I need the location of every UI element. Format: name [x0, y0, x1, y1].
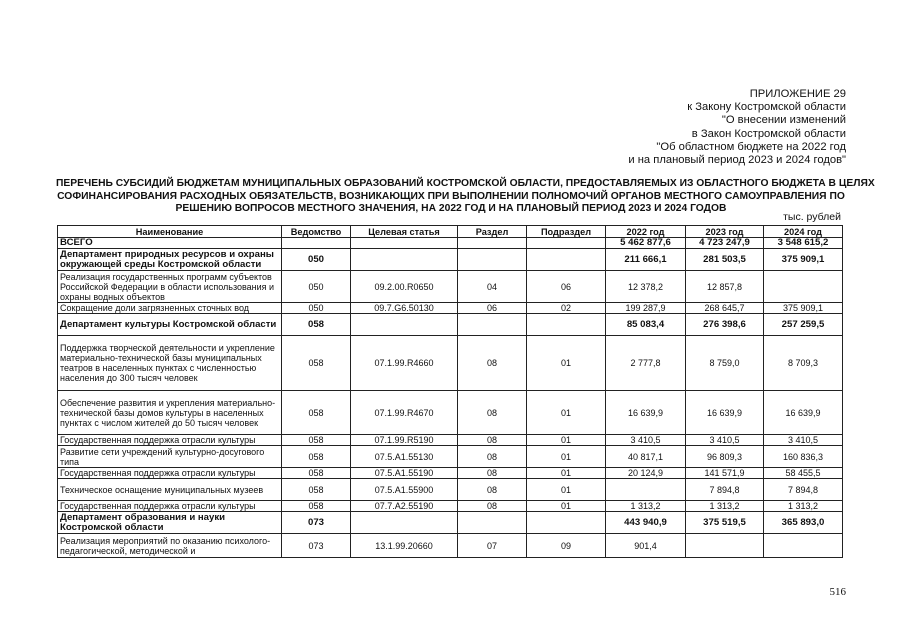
row-name: Реализация государственных программ субъектов Российской Федерации в области использования и охраны водных объектов: [58, 271, 282, 303]
row-department: 058: [282, 501, 351, 512]
row-target-article: 07.5.A1.55130: [351, 446, 458, 468]
title-line: РЕШЕНИЮ ВОПРОСОВ МЕСТНОГО ЗНАЧЕНИЯ, НА 2022 ГОД И НА ПЛАНОВЫЙ ПЕРИОД 2023 И 2024 ГОДОВ: [175, 203, 727, 215]
row-subsection: 01: [527, 446, 606, 468]
department-row: [58, 512, 843, 534]
row-2024: 365 893,0: [764, 512, 843, 534]
row-department: 058: [282, 468, 351, 479]
appendix-line: в Закон Костромской области: [691, 127, 846, 140]
row-2022: [606, 479, 686, 501]
appendix-line: "О внесении изменений: [721, 114, 846, 127]
row-section: 08: [458, 479, 527, 501]
row-2024: [764, 271, 843, 303]
total-2022: 5 462 877,6: [606, 238, 686, 249]
department-row: [58, 249, 843, 271]
row-name: Реализация мероприятий по оказанию психолого-педагогической, методической и: [58, 534, 282, 558]
row-subsection: 01: [527, 479, 606, 501]
row-department: 058: [282, 435, 351, 446]
row-2022: 20 124,9: [606, 468, 686, 479]
row-2023: [686, 534, 764, 558]
row-2024: 375 909,1: [764, 249, 843, 271]
row-target-article: 13.1.99.20660: [351, 534, 458, 558]
row-department: 058: [282, 479, 351, 501]
table-row: [58, 303, 843, 314]
row-target-article: 07.5.A1.55900: [351, 479, 458, 501]
row-subsection: 01: [527, 468, 606, 479]
total-empty-cell: [351, 238, 458, 249]
row-name: Департамент культуры Костромской области: [58, 314, 282, 336]
row-target-article: 07.1.99.R4660: [351, 336, 458, 391]
row-target-article: 07.5.A1.55190: [351, 468, 458, 479]
table-row: [58, 446, 843, 468]
row-section: 04: [458, 271, 527, 303]
row-2022: 3 410,5: [606, 435, 686, 446]
header-department: Ведомство: [282, 226, 351, 238]
row-2022: 85 083,4: [606, 314, 686, 336]
row-2023: 3 410,5: [686, 435, 764, 446]
row-2023: 141 571,9: [686, 468, 764, 479]
row-2022: 443 940,9: [606, 512, 686, 534]
row-target-article: 09.2.00.R0650: [351, 271, 458, 303]
row-section: [458, 512, 527, 534]
row-2023: 276 398,6: [686, 314, 764, 336]
row-subsection: 06: [527, 271, 606, 303]
table-row: [58, 391, 843, 435]
row-section: 08: [458, 501, 527, 512]
row-2022: 2 777,8: [606, 336, 686, 391]
row-department: 058: [282, 336, 351, 391]
row-section: 08: [458, 446, 527, 468]
page-number: 516: [829, 586, 846, 598]
row-subsection: 01: [527, 391, 606, 435]
row-target-article: [351, 314, 458, 336]
appendix-line: "Об областном бюджете на 2022 год: [656, 140, 846, 153]
row-section: [458, 314, 527, 336]
header-name: Наименование: [58, 226, 282, 238]
row-2022: 12 378,2: [606, 271, 686, 303]
row-2024: 58 455,5: [764, 468, 843, 479]
row-2024: 3 410,5: [764, 435, 843, 446]
row-section: 08: [458, 391, 527, 435]
row-name: Государственная поддержка отрасли культуры: [58, 468, 282, 479]
row-name: Обеспечение развития и укрепления материально-технической базы домов культуры в населенных пунктах с числом жителей до 50 тысяч человек: [58, 391, 282, 435]
table-row: [58, 534, 843, 558]
row-2024: 7 894,8: [764, 479, 843, 501]
row-subsection: 09: [527, 534, 606, 558]
appendix-line: ПРИЛОЖЕНИЕ 29: [749, 88, 846, 100]
table-header-row: [58, 226, 843, 238]
row-2024: 8 709,3: [764, 336, 843, 391]
department-row: [58, 314, 843, 336]
appendix-header: [628, 88, 846, 167]
row-2024: [764, 534, 843, 558]
row-2024: 160 836,3: [764, 446, 843, 468]
row-target-article: 07.1.99.R4670: [351, 391, 458, 435]
row-subsection: [527, 314, 606, 336]
appendix-line: к Закону Костромской области: [687, 101, 846, 114]
row-2023: 12 857,8: [686, 271, 764, 303]
row-name: Сокращение доли загрязненных сточных вод: [58, 303, 282, 314]
row-2023: 268 645,7: [686, 303, 764, 314]
row-target-article: [351, 249, 458, 271]
row-target-article: 07.1.99.R5190: [351, 435, 458, 446]
row-section: 08: [458, 336, 527, 391]
row-name: Государственная поддержка отрасли культуры: [58, 435, 282, 446]
row-2022: 1 313,2: [606, 501, 686, 512]
row-name: Департамент образования и науки Костромской области: [58, 512, 282, 534]
row-department: 050: [282, 271, 351, 303]
row-target-article: [351, 512, 458, 534]
table-row: [58, 468, 843, 479]
row-2022: 211 666,1: [606, 249, 686, 271]
unit-label: тыс. рублей: [783, 211, 841, 223]
row-name: Техническое оснащение муниципальных музеев: [58, 479, 282, 501]
total-2024: 3 548 615,2: [764, 238, 843, 249]
row-2023: 1 313,2: [686, 501, 764, 512]
row-subsection: 01: [527, 501, 606, 512]
document-title: [56, 178, 875, 216]
row-subsection: 01: [527, 336, 606, 391]
row-2022: 199 287,9: [606, 303, 686, 314]
row-2024: 1 313,2: [764, 501, 843, 512]
row-name: Развитие сети учреждений культурно-досугового типа: [58, 446, 282, 468]
header-2024: 2024 год: [764, 226, 843, 238]
row-name: Департамент природных ресурсов и охраны окружающей среды Костромской области: [58, 249, 282, 271]
row-department: 073: [282, 534, 351, 558]
header-section: Раздел: [458, 226, 527, 238]
row-subsection: [527, 512, 606, 534]
row-subsection: 01: [527, 435, 606, 446]
subsidy-table: [57, 225, 843, 558]
row-2024: 257 259,5: [764, 314, 843, 336]
row-section: 06: [458, 303, 527, 314]
row-target-article: 09.7.G6.50130: [351, 303, 458, 314]
row-2023: 16 639,9: [686, 391, 764, 435]
row-2022: 16 639,9: [606, 391, 686, 435]
row-subsection: 02: [527, 303, 606, 314]
row-department: 058: [282, 314, 351, 336]
row-2023: 8 759,0: [686, 336, 764, 391]
row-2023: 281 503,5: [686, 249, 764, 271]
total-empty-cell: [282, 238, 351, 249]
appendix-line: и на плановый период 2023 и 2024 годов": [628, 154, 846, 167]
row-2022: 901,4: [606, 534, 686, 558]
header-subsection: Подраздел: [527, 226, 606, 238]
row-department: 058: [282, 391, 351, 435]
title-line: ПЕРЕЧЕНЬ СУБСИДИЙ БЮДЖЕТАМ МУНИЦИПАЛЬНЫХ ОБРАЗОВАНИЙ КОСТРОМСКОЙ ОБЛАСТИ, ПРЕДОСТАВЛЯЕМЫХ ИЗ ОБЛАСТНОГО БЮДЖЕТА В ЦЕЛЯХ: [56, 178, 875, 189]
header-2022: 2022 год: [606, 226, 686, 238]
header-2023: 2023 год: [686, 226, 764, 238]
table-row: [58, 271, 843, 303]
table-row: [58, 435, 843, 446]
header-target-article: Целевая статья: [351, 226, 458, 238]
row-department: 050: [282, 303, 351, 314]
row-section: 08: [458, 468, 527, 479]
row-target-article: 07.7.A2.55190: [351, 501, 458, 512]
row-section: 08: [458, 435, 527, 446]
table-row: [58, 479, 843, 501]
total-label: ВСЕГО: [58, 238, 282, 249]
table-row: [58, 501, 843, 512]
row-2023: 7 894,8: [686, 479, 764, 501]
row-2023: 375 519,5: [686, 512, 764, 534]
row-department: 050: [282, 249, 351, 271]
row-2022: 40 817,1: [606, 446, 686, 468]
total-empty-cell: [458, 238, 527, 249]
row-2023: 96 809,3: [686, 446, 764, 468]
total-2023: 4 723 247,9: [686, 238, 764, 249]
total-empty-cell: [527, 238, 606, 249]
row-department: 058: [282, 446, 351, 468]
total-row: [58, 238, 843, 249]
table-row: [58, 336, 843, 391]
row-2024: 16 639,9: [764, 391, 843, 435]
row-name: Государственная поддержка отрасли культуры: [58, 501, 282, 512]
row-2024: 375 909,1: [764, 303, 843, 314]
title-line: СОФИНАНСИРОВАНИЯ РАСХОДНЫХ ОБЯЗАТЕЛЬСТВ, ВОЗНИКАЮЩИХ ПРИ ВЫПОЛНЕНИИ ПОЛНОМОЧИЙ ОРГАНОВ МЕСТНОГО САМОУПРАВЛЕНИЯ ПО: [57, 190, 845, 202]
row-subsection: [527, 249, 606, 271]
row-name: Поддержка творческой деятельности и укрепление материально-технической базы муниципальных театров в населенных пунктах с численностью населения до 300 тысяч человек: [58, 336, 282, 391]
row-section: 07: [458, 534, 527, 558]
row-department: 073: [282, 512, 351, 534]
row-section: [458, 249, 527, 271]
